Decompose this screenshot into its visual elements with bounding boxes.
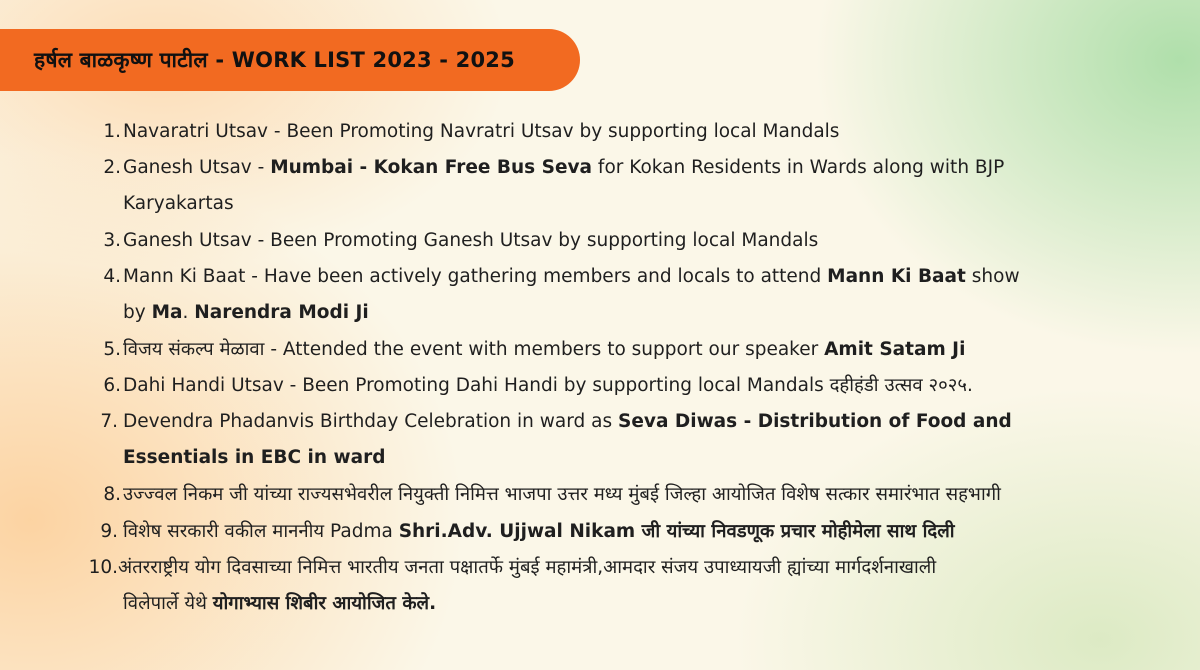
item-text-bold: Ma [151, 302, 183, 323]
item-text-line2 [123, 186, 234, 222]
item-number: 3. [103, 230, 121, 251]
item-number: 5. [103, 339, 121, 360]
item-text-segment: विजय संकल्प मेळावा - Attended the event with members to support our speaker [123, 339, 825, 360]
item-text-bold: Shri.Adv. Ujjwal Nikam जी यांच्या निवडणूक प्रचार मोहीमेला साथ दिली [398, 521, 955, 542]
item-text-bold: योगाभ्यास शिबीर आयोजित केले. [212, 593, 437, 614]
item-text-line1 [123, 368, 973, 404]
item-text-segment: Navaratri Utsav - Been Promoting Navratri Utsav by supporting local Mandals [123, 121, 840, 142]
item-text-bold: Amit Satam Ji [824, 339, 966, 360]
item-text-segment: विलेपार्ले येथे [123, 593, 213, 614]
item-text-line1 [123, 223, 818, 259]
item-text-line2 [123, 440, 385, 476]
item-text-segment: Devendra Phadanvis Birthday Celebration in ward as [123, 411, 619, 432]
item-text-line2 [123, 295, 369, 331]
item-number: 8. [103, 484, 121, 505]
item-text-bold: Mumbai - Kokan Free Bus Seva [270, 157, 593, 178]
item-text-segment: Mann Ki Baat - Have been actively gathering members and locals to attend [123, 266, 828, 287]
item-number: 10. [88, 557, 118, 578]
item-text-line1 [118, 550, 936, 586]
item-text-line1 [123, 404, 1012, 440]
item-number: 2. [103, 157, 121, 178]
item-text-line1 [123, 332, 965, 368]
item-text-bold: Essentials in EBC in ward [123, 447, 386, 468]
item-number: 6. [103, 375, 121, 396]
item-text-line1 [123, 114, 839, 150]
item-text-segment: विशेष सरकारी वकील माननीय Padma [123, 521, 399, 542]
item-text-bold: Mann Ki Baat [827, 266, 966, 287]
item-number: 7. [100, 411, 118, 432]
item-text-bold: Seva Diwas - Distribution of Food and [618, 411, 1012, 432]
page-title: हर्षल बाळकृष्ण पाटील - WORK LIST 2023 - 2025 [34, 48, 515, 72]
item-number: 1. [103, 121, 121, 142]
item-text-segment: Karyakartas [123, 193, 234, 214]
item-text-line1 [123, 150, 1004, 186]
item-text-line2 [123, 586, 436, 622]
item-text-segment: Ganesh Utsav - Been Promoting Ganesh Utsav by supporting local Mandals [123, 230, 819, 251]
item-text-bold: Narendra Modi Ji [194, 302, 369, 323]
item-text-line1 [123, 514, 955, 550]
item-text-segment: उज्ज्वल निकम जी यांच्या राज्यसभेवरील नियुक्ती निमित्त भाजपा उत्तर मध्य मुंबई जिल्हा आयोजित विशेष सत्कार समारंभात सहभागी [123, 484, 1001, 505]
item-text-segment: show [965, 266, 1020, 287]
item-text-line1 [123, 259, 1020, 295]
item-number: 4. [103, 266, 121, 287]
item-text-segment: अंतरराष्ट्रीय योग दिवसाच्या निमित्त भारतीय जनता पक्षातर्फे मुंबई महामंत्री,आमदार संजय उपाध्यायजी ह्यांच्या मार्गदर्शनाखाली [118, 557, 937, 578]
item-text-line1 [123, 477, 1001, 513]
item-text-segment: . [182, 302, 195, 323]
item-text-segment: by [123, 302, 152, 323]
title-banner [0, 29, 580, 91]
item-text-segment: Ganesh Utsav - [123, 157, 271, 178]
item-number: 9. [100, 521, 118, 542]
item-text-segment: for Kokan Residents in Wards along with BJP [592, 157, 1005, 178]
item-text-segment: Dahi Handi Utsav - Been Promoting Dahi Handi by supporting local Mandals दहीहंडी उत्सव २०२५. [123, 375, 973, 396]
